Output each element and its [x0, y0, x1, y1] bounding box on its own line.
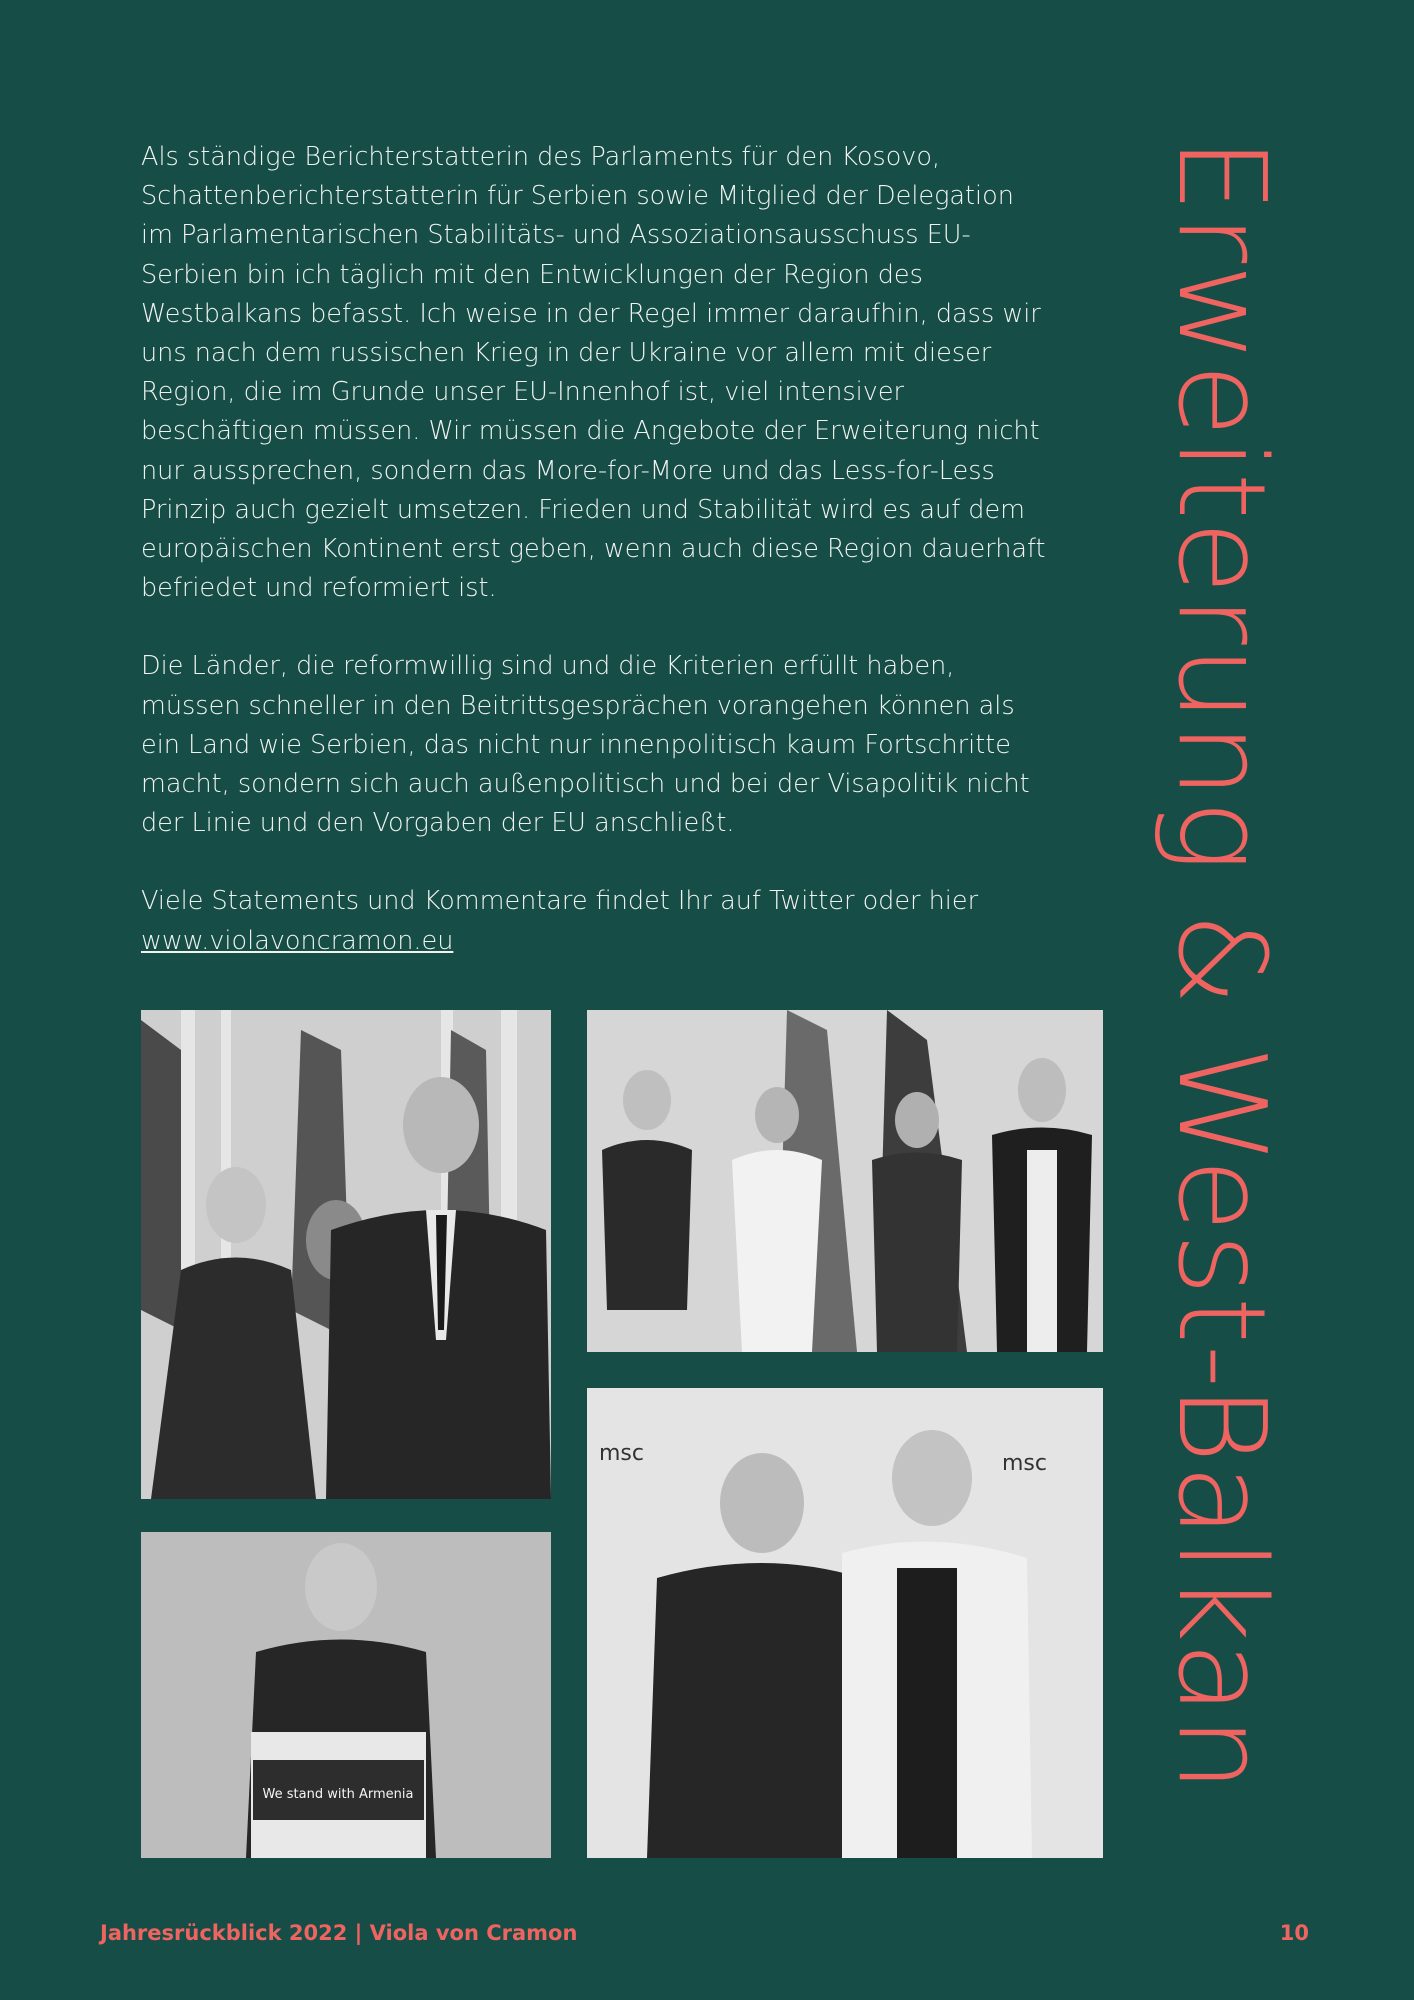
photo-armenia-sign	[141, 1532, 551, 1858]
msc-logo-right: msc	[1002, 1451, 1047, 1476]
page-title: Erweiterung & West-Balkan	[1151, 136, 1290, 1794]
sign-text: We stand with Armenia	[262, 1787, 414, 1802]
photo-group-four	[587, 1010, 1103, 1352]
links-intro: Viele Statements und Kommentare findet Ihr auf Twitter oder hier	[141, 886, 979, 917]
paragraph-2: Die Länder, die reformwillig sind und die Kriterien erfüllt haben, müssen schneller in den Beitrittsgesprächen vorangehen können als ein Land wie Serbien, das nicht nur innenpolitisch kaum Fortschritte macht, sondern sich auch außenpolitisch und bei der Visapolitik nicht der Linie und den Vorgaben der EU anschließt.	[141, 651, 1030, 839]
footer-title: Jahresrückblick 2022 | Viola von Cramon	[100, 1921, 578, 1945]
photo-msc	[587, 1388, 1103, 1858]
page-title-container	[1150, 85, 1290, 1845]
photo-meeting-flags	[141, 1010, 551, 1499]
paragraph-1: Als ständige Berichterstatterin des Parlaments für den Kosovo, Schattenberichterstatterin für Serbien sowie Mitglied der Delegation im Parlamentarischen Stabilitäts- und Assoziationsausschuss EU-Serbien bin ich täglich mit den Entwicklungen der Region des Westbalkans befasst. Ich weise in der Regel immer daraufhin, dass wir uns nach dem russischen Krieg in der Ukraine vor allem mit dieser Region, die im Grunde unser EU-Innenhof ist, viel intensiver beschäftigen müssen. Wir müssen die Angebote der Erweiterung nicht nur aussprechen, sondern das More-for-More und das Less-for-Less Prinzip auch gezielt umsetzen. Frieden und Stabilität wird es auf dem europäischen Kontinent erst geben, wenn auch diese Region dauerhaft befriedet und reformiert ist.	[141, 142, 1046, 604]
website-link[interactable]: www.violavoncramon.eu	[141, 925, 454, 956]
msc-logo-left: msc	[599, 1441, 644, 1466]
body-text	[141, 138, 1046, 1000]
paragraph-3	[141, 882, 1046, 960]
page-number: 10	[1279, 1921, 1309, 1945]
